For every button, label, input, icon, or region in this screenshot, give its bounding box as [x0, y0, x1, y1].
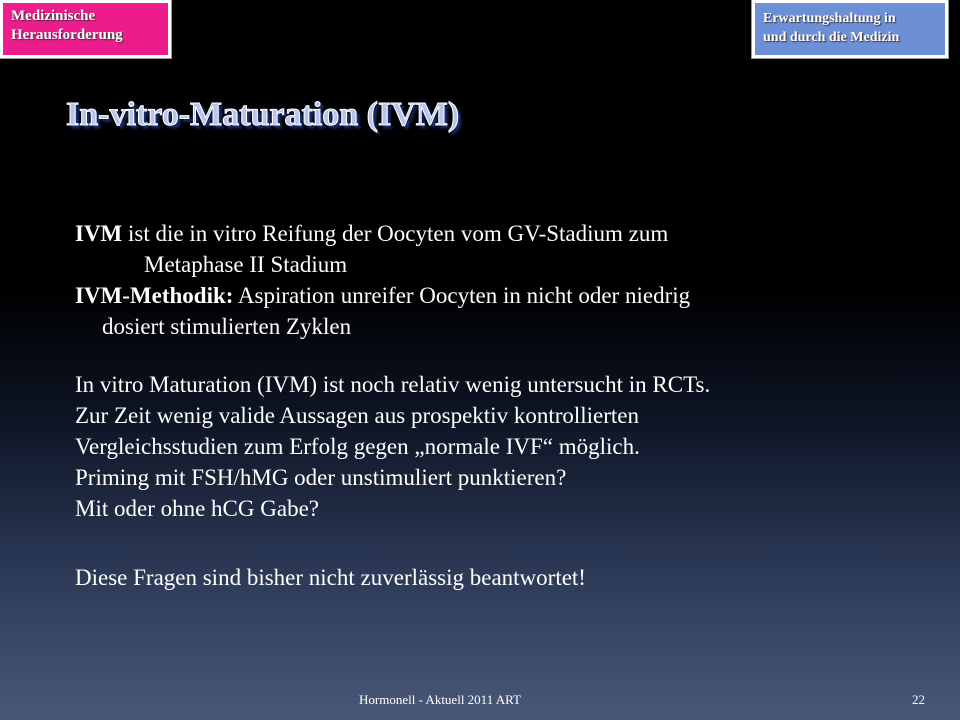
section-tag-left	[0, 0, 171, 58]
method-line-1	[75, 280, 690, 311]
method-text-1: Aspiration unreifer Oocyten in nicht oder niedrig	[237, 283, 691, 308]
page-number: 22	[912, 692, 925, 707]
footer-text: Hormonell - Aktuell 2011 ART	[359, 692, 521, 707]
paragraph-block	[75, 369, 710, 524]
definition-term: IVM	[75, 221, 123, 246]
definition-block	[75, 218, 690, 342]
paragraph-line: Mit oder ohne hCG Gabe?	[75, 496, 319, 521]
method-term: IVM-Methodik:	[75, 283, 234, 308]
method-text-2: dosiert stimulierten Zyklen	[102, 314, 352, 339]
definition-text-1: ist die in vitro Reifung der Oocyten vom GV-Stadium zum	[128, 221, 669, 246]
section-tag-right-line-1: Erwartungshaltung in	[763, 11, 896, 26]
slide-title: In-vitro-Maturation (IVM)	[66, 96, 460, 133]
section-tag-right-line-2: und durch die Medizin	[763, 30, 900, 45]
paragraph-line: In vitro Maturation (IVM) ist noch relativ wenig untersucht in RCTs.	[75, 372, 711, 397]
paragraph-line: Priming mit FSH/hMG oder unstimuliert punktieren?	[75, 465, 567, 490]
paragraph-line: Vergleichsstudien zum Erfolg gegen „normale IVF“ möglich.	[75, 434, 640, 459]
definition-text-2: Metaphase II Stadium	[144, 252, 348, 277]
definition-line-1	[75, 218, 690, 249]
section-tag-left-line-2: Herausforderung	[11, 27, 123, 43]
section-tag-right	[752, 0, 948, 58]
paragraph-line: Zur Zeit wenig valide Aussagen aus prospektiv kontrollierten	[75, 403, 640, 428]
section-tag-left-line-1: Medizinische	[11, 8, 96, 24]
conclusion-text: Diese Fragen sind bisher nicht zuverlässig beantwortet!	[75, 565, 586, 590]
